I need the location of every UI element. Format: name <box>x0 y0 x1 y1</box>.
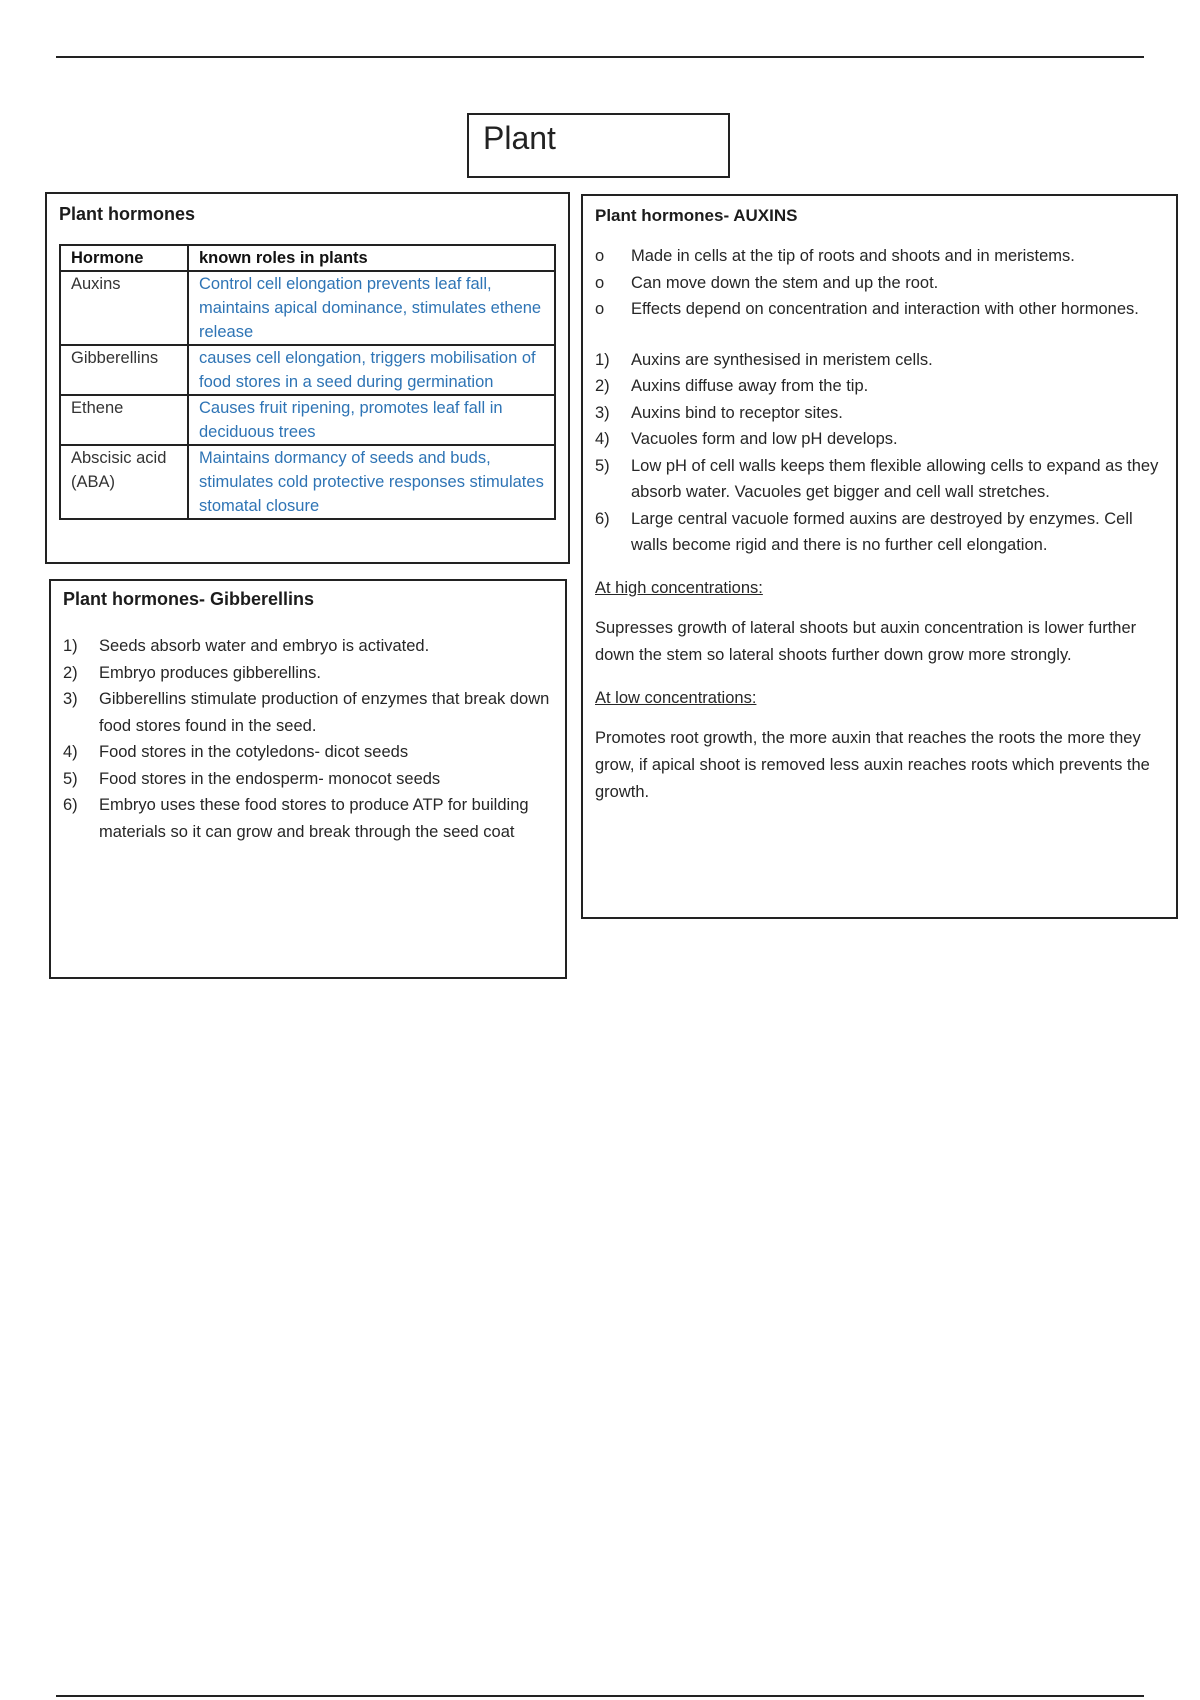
bullet-text: Effects depend on concentration and interaction with other hormones. <box>631 300 1139 318</box>
header-rule <box>56 56 1144 58</box>
list-item <box>595 426 1164 453</box>
hormone-name: Ethene <box>60 395 188 445</box>
step-text: Large central vacuole formed auxins are destroyed by enzymes. Cell walls become rigid and there is no further cell elongation. <box>631 509 1133 554</box>
list-item <box>63 766 553 793</box>
table-row <box>60 445 555 519</box>
hormone-role: Causes fruit ripening, promotes leaf fall in deciduous trees <box>188 395 555 445</box>
plant-hormones-panel <box>45 192 570 564</box>
table-header-row <box>60 245 555 271</box>
hormone-name: Abscisic acid (ABA) <box>60 445 188 519</box>
list-item <box>595 243 1164 270</box>
step-text: Seeds absorb water and embryo is activated. <box>99 637 430 655</box>
hormone-role: Maintains dormancy of seeds and buds, stimulates cold protective responses stimulates stomatal closure <box>188 445 555 519</box>
high-concentration-heading: At high concentrations: <box>595 578 763 597</box>
low-concentration-text: Promotes root growth, the more auxin that reaches the roots the more they grow, if apical shoot is removed less auxin reaches roots which prevents the growth. <box>595 728 1150 801</box>
step-number: 4) <box>595 430 610 448</box>
page-title: Plant <box>467 113 730 178</box>
hormone-roles-table <box>59 244 556 520</box>
list-item <box>63 660 553 687</box>
high-concentration-text: Supresses growth of lateral shoots but auxin concentration is lower further down the stem so lateral shoots further down grow more strongly. <box>595 618 1137 664</box>
bullet-marker: o <box>595 300 605 318</box>
list-item <box>595 373 1164 400</box>
hormone-role: causes cell elongation, triggers mobilisation of food stores in a seed during germination <box>188 345 555 395</box>
step-text: Auxins bind to receptor sites. <box>631 403 843 422</box>
step-text: Auxins are synthesised in meristem cells. <box>631 350 933 369</box>
step-text: Food stores in the cotyledons- dicot seeds <box>99 743 409 761</box>
footer-rule <box>56 1695 1144 1697</box>
bullet-marker: o <box>595 247 605 265</box>
step-number: 3) <box>595 403 610 422</box>
bullet-marker: o <box>595 273 605 292</box>
step-text: Gibberellins stimulate production of enzymes that break down food stores found in the seed. <box>99 690 550 735</box>
step-number: 4) <box>63 743 78 761</box>
list-item <box>595 400 1164 427</box>
step-text: Auxins diffuse away from the tip. <box>631 377 869 395</box>
step-text: Embryo produces gibberellins. <box>99 663 321 682</box>
list-item <box>595 506 1164 559</box>
step-text: Food stores in the endosperm- monocot seeds <box>99 769 441 788</box>
step-number: 6) <box>595 509 610 528</box>
list-item <box>63 633 553 660</box>
column-header-hormone: Hormone <box>60 245 188 271</box>
step-number: 5) <box>595 456 610 475</box>
step-number: 3) <box>63 690 78 708</box>
auxins-bullet-list <box>595 243 1164 323</box>
table-row <box>60 271 555 345</box>
step-text: Low pH of cell walls keeps them flexible allowing cells to expand as they absorb water. Vacuoles get bigger and cell wall stretches. <box>631 456 1159 501</box>
list-item <box>63 739 553 766</box>
list-item <box>63 792 553 845</box>
table-row <box>60 395 555 445</box>
step-number: 5) <box>63 769 78 788</box>
list-item <box>595 270 1164 297</box>
list-item <box>595 347 1164 374</box>
bullet-text: Made in cells at the tip of roots and shoots and in meristems. <box>631 247 1075 265</box>
list-item <box>595 453 1164 506</box>
gibberellins-steps-list <box>63 633 553 845</box>
column-header-roles: known roles in plants <box>188 245 555 271</box>
hormone-name: Auxins <box>60 271 188 345</box>
hormone-name: Gibberellins <box>60 345 188 395</box>
gibberellins-heading: Plant hormones- Gibberellins <box>63 589 315 609</box>
plant-hormones-heading: Plant hormones <box>59 204 196 224</box>
step-number: 2) <box>63 663 78 682</box>
auxins-steps-list <box>595 347 1164 559</box>
list-item <box>63 686 553 739</box>
list-item <box>595 296 1164 323</box>
low-concentration-heading: At low concentrations: <box>595 688 757 707</box>
step-number: 1) <box>595 350 610 369</box>
step-number: 6) <box>63 796 78 814</box>
auxins-heading: Plant hormones- AUXINS <box>595 206 798 225</box>
step-text: Embryo uses these food stores to produce ATP for building materials so it can grow and break through the seed coat <box>99 796 529 841</box>
bullet-text: Can move down the stem and up the root. <box>631 273 939 292</box>
gibberellins-panel <box>49 579 567 979</box>
auxins-panel <box>581 194 1178 919</box>
table-row <box>60 345 555 395</box>
step-text: Vacuoles form and low pH develops. <box>631 430 898 448</box>
step-number: 1) <box>63 637 78 655</box>
step-number: 2) <box>595 377 610 395</box>
hormone-role: Control cell elongation prevents leaf fall, maintains apical dominance, stimulates ethene release <box>188 271 555 345</box>
